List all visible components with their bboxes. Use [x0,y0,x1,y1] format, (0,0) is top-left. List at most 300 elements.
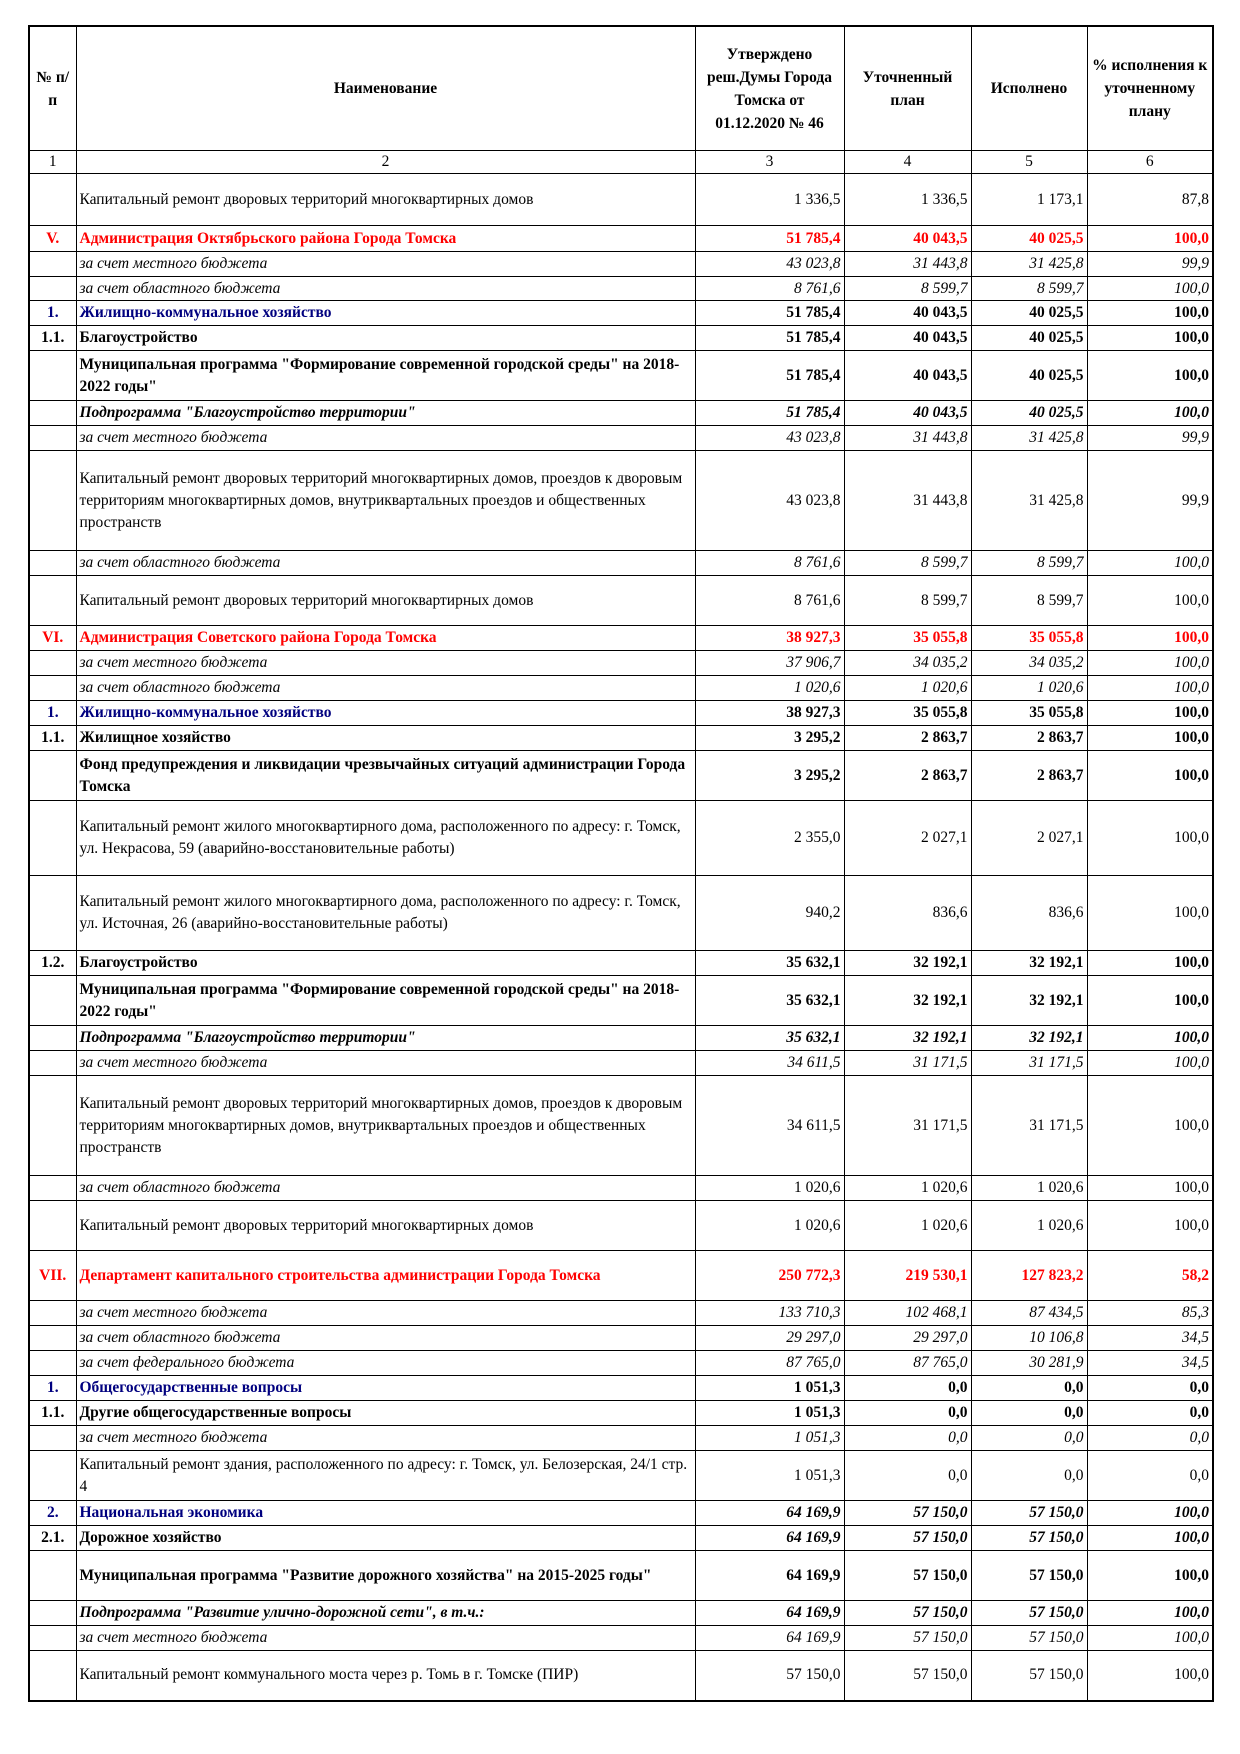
approved-value: 3 295,2 [695,751,844,801]
row-name: за счет местного бюджета [76,252,695,277]
plan-value: 40 043,5 [844,301,971,326]
row-number [29,801,76,876]
percent-value: 100,0 [1087,1501,1213,1526]
table-row [29,1626,1213,1651]
done-value: 31 171,5 [971,1076,1087,1176]
row-name: Дорожное хозяйство [76,1526,695,1551]
table-row [29,876,1213,951]
done-value: 8 599,7 [971,277,1087,301]
done-value: 0,0 [971,1376,1087,1401]
approved-value: 1 051,3 [695,1426,844,1451]
row-number [29,676,76,701]
table-row [29,1176,1213,1201]
percent-value: 100,0 [1087,951,1213,976]
plan-value: 57 150,0 [844,1601,971,1626]
done-value: 127 823,2 [971,1251,1087,1301]
header-name: Наименование [76,26,695,151]
row-number [29,1201,76,1251]
row-name: за счет местного бюджета [76,1626,695,1651]
row-number: 1.1. [29,326,76,351]
row-number [29,551,76,576]
done-value: 35 055,8 [971,701,1087,726]
done-value: 31 425,8 [971,426,1087,451]
row-name: Администрация Советского района Города Томска [76,626,695,651]
plan-value: 57 150,0 [844,1526,971,1551]
table-row [29,277,1213,301]
plan-value: 31 171,5 [844,1076,971,1176]
percent-value: 99,9 [1087,426,1213,451]
percent-value: 34,5 [1087,1351,1213,1376]
done-value: 35 055,8 [971,626,1087,651]
header-number: № п/п [29,26,76,151]
plan-value: 40 043,5 [844,401,971,426]
percent-value: 99,9 [1087,252,1213,277]
approved-value: 87 765,0 [695,1351,844,1376]
plan-value: 8 599,7 [844,277,971,301]
table-row [29,551,1213,576]
table-row [29,1351,1213,1376]
percent-value: 100,0 [1087,551,1213,576]
table-row [29,951,1213,976]
table-row [29,726,1213,751]
table-row [29,174,1213,226]
approved-value: 1 020,6 [695,1201,844,1251]
done-value: 8 599,7 [971,551,1087,576]
row-name: за счет местного бюджета [76,651,695,676]
plan-value: 0,0 [844,1451,971,1501]
plan-value: 1 020,6 [844,676,971,701]
done-value: 0,0 [971,1451,1087,1501]
approved-value: 34 611,5 [695,1076,844,1176]
plan-value: 8 599,7 [844,551,971,576]
percent-value: 100,0 [1087,651,1213,676]
approved-value: 133 710,3 [695,1301,844,1326]
done-value: 40 025,5 [971,326,1087,351]
row-number [29,1051,76,1076]
row-name: за счет федерального бюджета [76,1351,695,1376]
table-row [29,226,1213,252]
plan-value: 0,0 [844,1401,971,1426]
percent-value: 100,0 [1087,676,1213,701]
row-name: Капитальный ремонт коммунального моста через р. Томь в г. Томске (ПИР) [76,1651,695,1701]
percent-value: 100,0 [1087,701,1213,726]
row-number [29,1326,76,1351]
percent-value: 100,0 [1087,1651,1213,1701]
plan-value: 35 055,8 [844,701,971,726]
column-number-row [29,151,1213,174]
approved-value: 1 051,3 [695,1376,844,1401]
done-value: 1 173,1 [971,174,1087,226]
percent-value: 100,0 [1087,1026,1213,1051]
column-number: 2 [76,151,695,174]
done-value: 57 150,0 [971,1551,1087,1601]
percent-value: 100,0 [1087,1626,1213,1651]
approved-value: 8 761,6 [695,277,844,301]
percent-value: 100,0 [1087,626,1213,651]
percent-value: 100,0 [1087,351,1213,401]
percent-value: 100,0 [1087,751,1213,801]
percent-value: 100,0 [1087,1526,1213,1551]
done-value: 32 192,1 [971,976,1087,1026]
row-name: за счет местного бюджета [76,1051,695,1076]
percent-value: 100,0 [1087,801,1213,876]
row-name: Департамент капитального строительства администрации Города Томска [76,1251,695,1301]
row-number [29,1551,76,1601]
approved-value: 2 355,0 [695,801,844,876]
done-value: 34 035,2 [971,651,1087,676]
row-name: Капитальный ремонт дворовых территорий многоквартирных домов [76,576,695,626]
plan-value: 32 192,1 [844,951,971,976]
done-value: 40 025,5 [971,351,1087,401]
header-approved: Утверждено реш.Думы Города Томска от 01.12.2020 № 46 [695,26,844,151]
approved-value: 43 023,8 [695,451,844,551]
row-number [29,252,76,277]
table-row [29,1326,1213,1351]
row-number [29,1076,76,1176]
table-row [29,751,1213,801]
table-row [29,801,1213,876]
percent-value: 100,0 [1087,976,1213,1026]
percent-value: 100,0 [1087,401,1213,426]
column-number: 4 [844,151,971,174]
column-number: 6 [1087,151,1213,174]
table-row [29,426,1213,451]
plan-value: 1 020,6 [844,1201,971,1251]
plan-value: 34 035,2 [844,651,971,676]
percent-value: 100,0 [1087,1076,1213,1176]
percent-value: 100,0 [1087,277,1213,301]
row-number: 1. [29,701,76,726]
table-row [29,1201,1213,1251]
plan-value: 87 765,0 [844,1351,971,1376]
row-name: Благоустройство [76,951,695,976]
plan-value: 57 150,0 [844,1651,971,1701]
row-name: Капитальный ремонт дворовых территорий многоквартирных домов, проездов к дворовым территориям многоквартирных домов, внутриквартальных проездов и общественных пространств [76,1076,695,1176]
row-number: V. [29,226,76,252]
done-value: 87 434,5 [971,1301,1087,1326]
row-name: Администрация Октябрьского района Города Томска [76,226,695,252]
row-name: Подпрограмма "Развитие улично-дорожной сети", в т.ч.: [76,1601,695,1626]
approved-value: 1 051,3 [695,1451,844,1501]
row-name: Капитальный ремонт здания, расположенного по адресу: г. Томск, ул. Белозерская, 24/1 стр. 4 [76,1451,695,1501]
approved-value: 1 020,6 [695,676,844,701]
row-number [29,1651,76,1701]
row-number [29,1301,76,1326]
done-value: 1 020,6 [971,1201,1087,1251]
row-name: за счет областного бюджета [76,676,695,701]
approved-value: 38 927,3 [695,701,844,726]
done-value: 57 150,0 [971,1601,1087,1626]
approved-value: 250 772,3 [695,1251,844,1301]
table-row [29,1401,1213,1426]
row-number [29,451,76,551]
row-number [29,401,76,426]
percent-value: 34,5 [1087,1326,1213,1351]
plan-value: 2 863,7 [844,726,971,751]
percent-value: 100,0 [1087,1551,1213,1601]
table-row [29,252,1213,277]
table-row [29,1251,1213,1301]
approved-value: 35 632,1 [695,976,844,1026]
done-value: 1 020,6 [971,1176,1087,1201]
approved-value: 64 169,9 [695,1626,844,1651]
approved-value: 43 023,8 [695,426,844,451]
done-value: 57 150,0 [971,1526,1087,1551]
row-name: за счет областного бюджета [76,551,695,576]
row-name: Подпрограмма "Благоустройство территории" [76,401,695,426]
percent-value: 100,0 [1087,1176,1213,1201]
table-row [29,1501,1213,1526]
row-number [29,1451,76,1501]
percent-value: 100,0 [1087,876,1213,951]
plan-value: 57 150,0 [844,1551,971,1601]
table-row [29,576,1213,626]
budget-execution-table [28,25,1214,1702]
row-name: Другие общегосударственные вопросы [76,1401,695,1426]
row-number: 2. [29,1501,76,1526]
approved-value: 29 297,0 [695,1326,844,1351]
approved-value: 51 785,4 [695,326,844,351]
approved-value: 38 927,3 [695,626,844,651]
done-value: 31 171,5 [971,1051,1087,1076]
table-row [29,1076,1213,1176]
plan-value: 31 443,8 [844,252,971,277]
row-number: VI. [29,626,76,651]
plan-value: 2 863,7 [844,751,971,801]
table-row [29,676,1213,701]
header-plan: Уточненный план [844,26,971,151]
row-name: Капитальный ремонт дворовых территорий многоквартирных домов [76,1201,695,1251]
table-row [29,326,1213,351]
row-name: Фонд предупреждения и ликвидации чрезвычайных ситуаций администрации Города Томска [76,751,695,801]
header-row [29,26,1213,151]
percent-value: 58,2 [1087,1251,1213,1301]
table-row [29,1526,1213,1551]
row-name: за счет местного бюджета [76,426,695,451]
row-name: Жилищное хозяйство [76,726,695,751]
row-name: Капитальный ремонт жилого многоквартирного дома, расположенного по адресу: г. Томск, ул. Некрасова, 59 (аварийно-восстановительные работы) [76,801,695,876]
approved-value: 51 785,4 [695,351,844,401]
row-number [29,1626,76,1651]
row-name: Муниципальная программа "Формирование современной городской среды" на 2018-2022 годы" [76,351,695,401]
row-name: за счет местного бюджета [76,1426,695,1451]
row-name: Жилищно-коммунальное хозяйство [76,701,695,726]
percent-value: 99,9 [1087,451,1213,551]
percent-value: 85,3 [1087,1301,1213,1326]
column-number: 5 [971,151,1087,174]
plan-value: 102 468,1 [844,1301,971,1326]
plan-value: 31 171,5 [844,1051,971,1076]
done-value: 57 150,0 [971,1651,1087,1701]
row-number: VII. [29,1251,76,1301]
row-number [29,876,76,951]
done-value: 836,6 [971,876,1087,951]
row-name: Подпрограмма "Благоустройство территории" [76,1026,695,1051]
plan-value: 40 043,5 [844,326,971,351]
row-name: Национальная экономика [76,1501,695,1526]
percent-value: 100,0 [1087,1601,1213,1626]
done-value: 30 281,9 [971,1351,1087,1376]
row-name: Капитальный ремонт дворовых территорий многоквартирных домов [76,174,695,226]
table-row [29,651,1213,676]
approved-value: 35 632,1 [695,1026,844,1051]
approved-value: 34 611,5 [695,1051,844,1076]
plan-value: 836,6 [844,876,971,951]
table-row [29,626,1213,651]
row-name: за счет областного бюджета [76,277,695,301]
done-value: 40 025,5 [971,401,1087,426]
percent-value: 0,0 [1087,1401,1213,1426]
done-value: 31 425,8 [971,451,1087,551]
column-number: 1 [29,151,76,174]
plan-value: 219 530,1 [844,1251,971,1301]
plan-value: 31 443,8 [844,426,971,451]
plan-value: 32 192,1 [844,976,971,1026]
approved-value: 37 906,7 [695,651,844,676]
row-number [29,976,76,1026]
row-name: за счет областного бюджета [76,1176,695,1201]
table-row [29,1301,1213,1326]
row-number: 2.1. [29,1526,76,1551]
row-number: 1.1. [29,726,76,751]
row-name: Капитальный ремонт дворовых территорий многоквартирных домов, проездов к дворовым территориям многоквартирных домов, внутриквартальных проездов и общественных пространств [76,451,695,551]
done-value: 2 863,7 [971,751,1087,801]
percent-value: 0,0 [1087,1376,1213,1401]
plan-value: 29 297,0 [844,1326,971,1351]
row-number: 1.2. [29,951,76,976]
table-row [29,1026,1213,1051]
approved-value: 1 020,6 [695,1176,844,1201]
plan-value: 40 043,5 [844,226,971,252]
row-number: 1. [29,1376,76,1401]
percent-value: 0,0 [1087,1451,1213,1501]
plan-value: 1 020,6 [844,1176,971,1201]
plan-value: 0,0 [844,1376,971,1401]
table-row [29,1451,1213,1501]
approved-value: 51 785,4 [695,401,844,426]
done-value: 57 150,0 [971,1501,1087,1526]
plan-value: 1 336,5 [844,174,971,226]
approved-value: 1 336,5 [695,174,844,226]
percent-value: 87,8 [1087,174,1213,226]
done-value: 31 425,8 [971,252,1087,277]
percent-value: 100,0 [1087,576,1213,626]
plan-value: 57 150,0 [844,1626,971,1651]
table-row [29,1651,1213,1701]
table-row [29,976,1213,1026]
plan-value: 31 443,8 [844,451,971,551]
percent-value: 100,0 [1087,1051,1213,1076]
table-row [29,351,1213,401]
done-value: 0,0 [971,1401,1087,1426]
row-number [29,277,76,301]
table-row [29,401,1213,426]
approved-value: 940,2 [695,876,844,951]
done-value: 32 192,1 [971,951,1087,976]
table-row [29,1376,1213,1401]
approved-value: 8 761,6 [695,551,844,576]
done-value: 8 599,7 [971,576,1087,626]
row-number [29,1601,76,1626]
row-number [29,576,76,626]
approved-value: 43 023,8 [695,252,844,277]
row-number [29,1176,76,1201]
row-number [29,426,76,451]
approved-value: 64 169,9 [695,1601,844,1626]
row-name: Жилищно-коммунальное хозяйство [76,301,695,326]
done-value: 10 106,8 [971,1326,1087,1351]
table-row [29,1601,1213,1626]
done-value: 57 150,0 [971,1626,1087,1651]
row-name: Капитальный ремонт жилого многоквартирного дома, расположенного по адресу: г. Томск, ул. Источная, 26 (аварийно-восстановительные работы) [76,876,695,951]
table-body [29,174,1213,1701]
table-row [29,451,1213,551]
plan-value: 8 599,7 [844,576,971,626]
approved-value: 57 150,0 [695,1651,844,1701]
table-row [29,1551,1213,1601]
header-done: Исполнено [971,26,1087,151]
table-row [29,1051,1213,1076]
column-number: 3 [695,151,844,174]
percent-value: 100,0 [1087,726,1213,751]
done-value: 2 863,7 [971,726,1087,751]
row-number: 1. [29,301,76,326]
table-row [29,1426,1213,1451]
approved-value: 51 785,4 [695,226,844,252]
done-value: 0,0 [971,1426,1087,1451]
row-name: за счет местного бюджета [76,1301,695,1326]
row-number: 1.1. [29,1401,76,1426]
approved-value: 51 785,4 [695,301,844,326]
percent-value: 0,0 [1087,1426,1213,1451]
approved-value: 64 169,9 [695,1551,844,1601]
row-name: Муниципальная программа "Формирование современной городской среды" на 2018-2022 годы" [76,976,695,1026]
approved-value: 3 295,2 [695,726,844,751]
done-value: 2 027,1 [971,801,1087,876]
table-row [29,301,1213,326]
done-value: 32 192,1 [971,1026,1087,1051]
done-value: 40 025,5 [971,226,1087,252]
row-name: за счет областного бюджета [76,1326,695,1351]
row-number [29,651,76,676]
row-name: Благоустройство [76,326,695,351]
percent-value: 100,0 [1087,301,1213,326]
row-number [29,1426,76,1451]
done-value: 40 025,5 [971,301,1087,326]
row-number [29,351,76,401]
approved-value: 1 051,3 [695,1401,844,1426]
approved-value: 64 169,9 [695,1501,844,1526]
row-number [29,751,76,801]
header-percent: % исполнения к уточненному плану [1087,26,1213,151]
row-name: Муниципальная программа "Развитие дорожного хозяйства" на 2015-2025 годы" [76,1551,695,1601]
plan-value: 0,0 [844,1426,971,1451]
table-row [29,701,1213,726]
percent-value: 100,0 [1087,1201,1213,1251]
row-number [29,174,76,226]
plan-value: 32 192,1 [844,1026,971,1051]
row-name: Общегосударственные вопросы [76,1376,695,1401]
percent-value: 100,0 [1087,326,1213,351]
approved-value: 8 761,6 [695,576,844,626]
plan-value: 2 027,1 [844,801,971,876]
row-number [29,1026,76,1051]
done-value: 1 020,6 [971,676,1087,701]
plan-value: 57 150,0 [844,1501,971,1526]
row-number [29,1351,76,1376]
percent-value: 100,0 [1087,226,1213,252]
approved-value: 64 169,9 [695,1526,844,1551]
